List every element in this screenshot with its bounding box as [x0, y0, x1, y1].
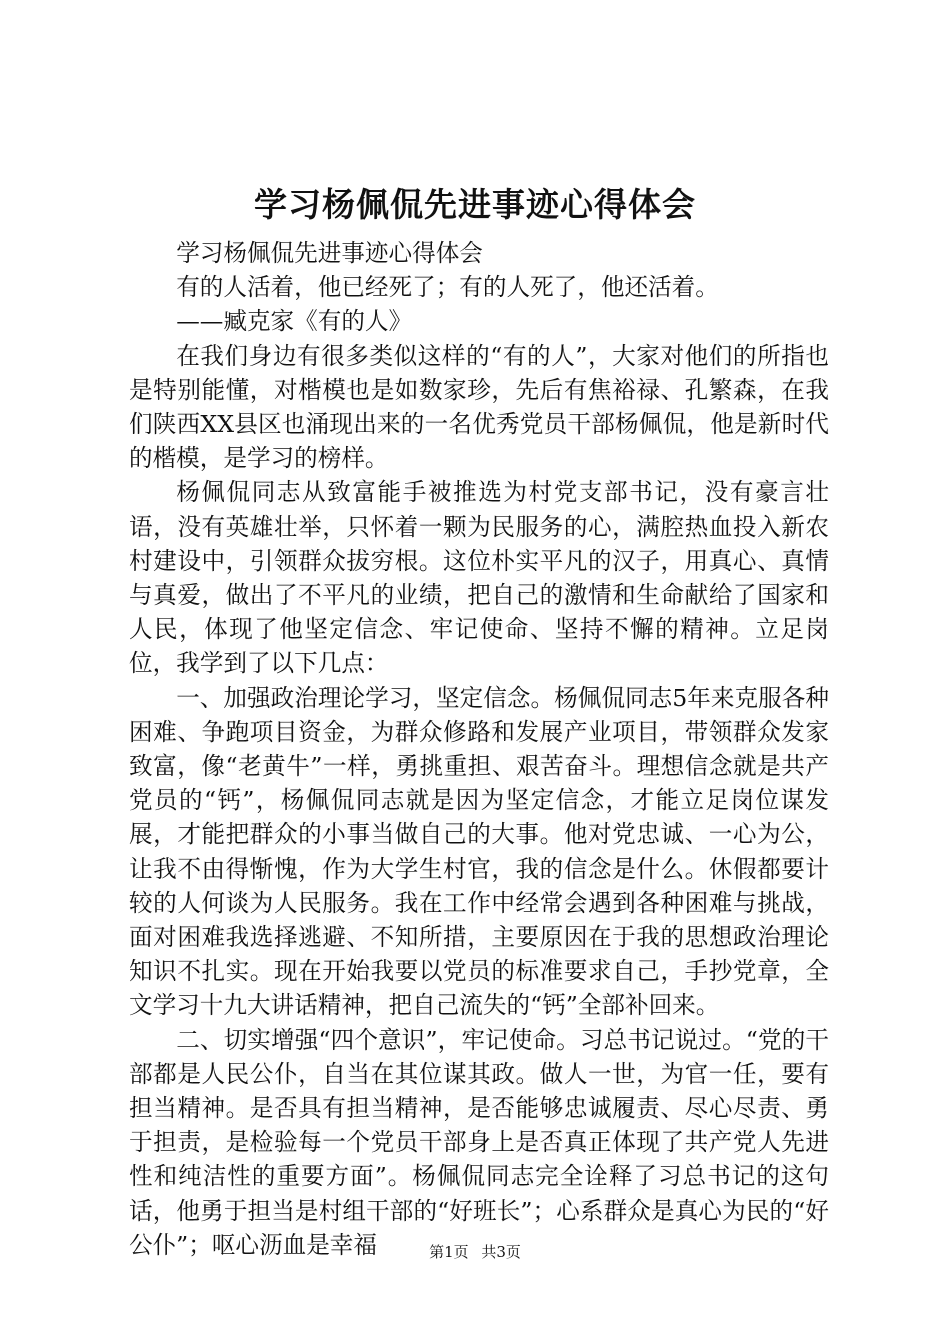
document-title: 学习杨佩侃先进事迹心得体会 [254, 185, 696, 224]
paragraph-intro: 在我们身边有很多类似这样的“有的人”，大家对他们的所指也是特别能懂，对楷模也是如数家珍，先后有焦裕禄、孔繁森，在我们陕西XX县区也涌现出来的一名优秀党员干部杨佩侃，他是新时代的楷模，是学习的榜样。 [129, 341, 829, 473]
paragraph-quote: 有的人活着，他已经死了；有的人死了，他还活着。 [176, 273, 719, 302]
paragraph-point-two: 二、切实增强“四个意识”，牢记使命。习总书记说过。“党的干部都是人民公仆，自当在其位谋其政。做人一世，为官一任，要有担当精神。是否具有担当精神，是否能够忠诚履责、尽心尽责、勇于担责，是检验每一个党员干部身上是否真正体现了共产党人先进性和纯洁性的重要方面”。杨佩侃同志完全诠释了习总书记的这句话，他勇于担当是村组干部的“好班长”；心系群众是真心为民的“好公仆”；呕心沥血是幸福 [129, 1025, 829, 1259]
page-total: 共3页 [481, 1243, 521, 1261]
paragraph-subtitle: 学习杨佩侃先进事迹心得体会 [176, 239, 483, 267]
page-footer [0, 1242, 950, 1262]
document-body [129, 236, 829, 1262]
page-number: 第1页 [429, 1243, 469, 1261]
paragraph-background: 杨佩侃同志从致富能手被推选为村党支部书记，没有豪言壮语，没有英雄壮举，只怀着一颗为民服务的心，满腔热血投入新农村建设中，引领群众拔穷根。这位朴实平凡的汉子，用真心、真情与真爱，做出了不平凡的业绩，把自己的激情和生命献给了国家和人民，体现了他坚定信念、牢记使命、坚持不懈的精神。立足岗位，我学到了以下几点： [129, 478, 829, 678]
paragraph-point-one: 一、加强政治理论学习，坚定信念。杨佩侃同志5年来克服各种困难、争跑项目资金，为群众修路和发展产业项目，带领群众发家致富，像“老黄牛”一样，勇挑重担、艰苦奋斗。理想信念就是共产党员的“钙”，杨佩侃同志就是因为坚定信念，才能立足岗位谋发展，才能把群众的小事当做自己的大事。他对党忠诚、一心为公，让我不由得惭愧，作为大学生村官，我的信念是什么。休假都要计较的人何谈为人民服务。我在工作中经常会遇到各种困难与挑战，面对困难我选择逃避、不知所措，主要原因在于我的思想政治理论知识不扎实。现在开始我要以党员的标准要求自己，手抄党章，全文学习十九大讲话精神，把自己流失的“钙”全部补回来。 [129, 683, 829, 1020]
paragraph-quote-source: ——臧克家《有的人》 [176, 307, 413, 336]
